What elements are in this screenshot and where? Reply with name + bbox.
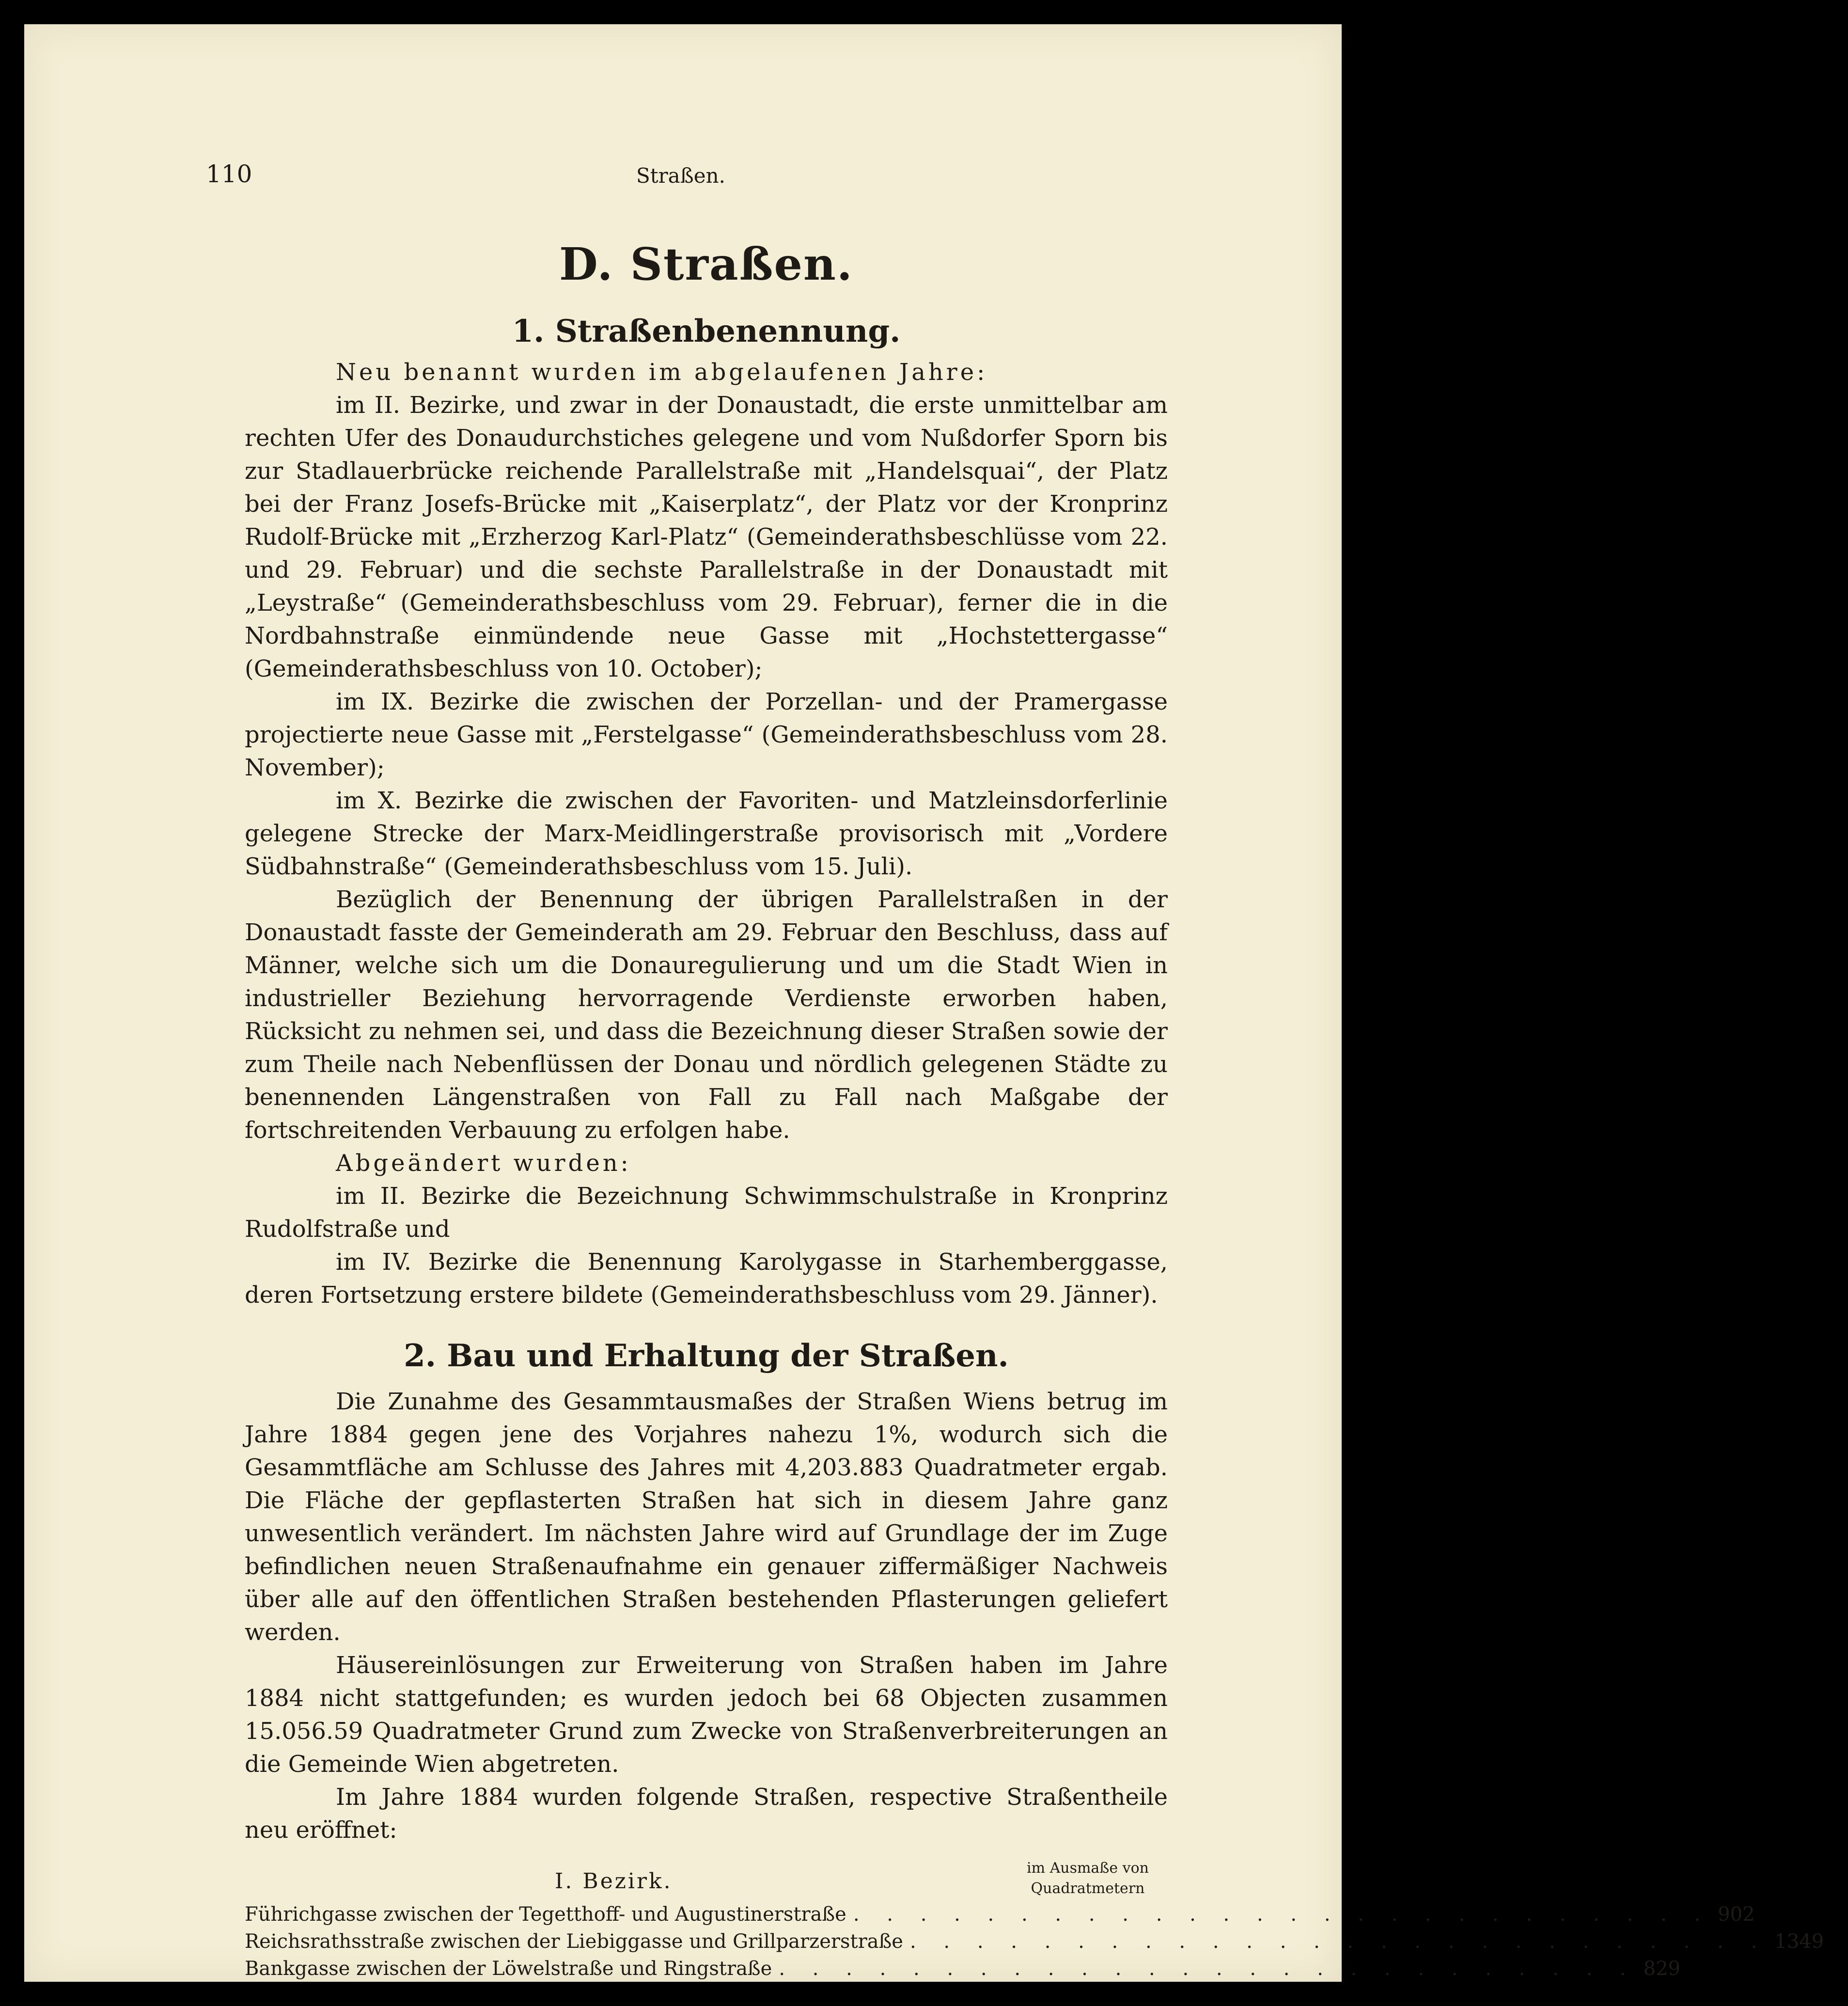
area-value: 1349 xyxy=(1774,1930,1824,1953)
unit-header: im Ausmaße von Quadratmetern xyxy=(1027,1860,1149,1897)
street-name: Bankgasse zwischen der Löwelstraße und Ringstraße xyxy=(245,1958,772,1980)
running-head xyxy=(206,160,1156,204)
paragraph: im II. Bezirke die Bezeichnung Schwimmschulstraße in Kronprinz Rudolfstraße und xyxy=(245,1183,1168,1243)
paragraph: Abgeändert wurden: xyxy=(336,1150,631,1177)
paragraph: im X. Bezirke die zwischen der Favoriten- und Matzleinsdorferlinie gelegene Strecke der Marx-Meidlingerstraße provisorisch mit „Vordere Südbahnstraße“ (Gemeinderathsbeschluss vom 15. Juli). xyxy=(245,787,1168,880)
table-row xyxy=(245,1956,1681,1983)
paragraph: Häusereinlösungen zur Erweiterung von Straßen haben im Jahre 1884 nicht stattgefunden; es wurden jedoch bei 68 Objecten zusammen 15.056.59 Quadratmeter Grund zum Zwecke von Straßenverbreiterungen an die Gemeinde Wien abgetreten. xyxy=(245,1652,1168,1778)
paragraph: Im Jahre 1884 wurden folgende Straßen, respective Straßentheile neu eröffnet: xyxy=(245,1784,1168,1844)
paragraph: im IX. Bezirke die zwischen der Porzellan- und der Pramergasse projectierte neue Gasse mit „Ferstelgasse“ (Gemeinderathsbeschluss vom 28. November); xyxy=(245,688,1168,781)
area-value: 829 xyxy=(1643,1958,1681,1980)
dot-leader: . . . . . . . . . . . . . . . . . . . . . . . . . . xyxy=(853,1903,1711,1926)
paragraph: Neu benannt wurden im abgelaufenen Jahre: xyxy=(336,359,988,386)
section-1-title: 1. Straßenbenennung. xyxy=(512,313,901,349)
page-number: 110 xyxy=(206,160,252,188)
paragraph: Bezüglich der Benennung der übrigen Parallelstraßen in der Donaustadt fasste der Gemeinderath am 29. Februar den Beschluss, dass auf Männer, welche sich um die Donauregulierung und um die Stadt Wien in industrieller Beziehung hervorragende Verdienste erworben haben, Rücksicht zu nehmen sei, und dass die Bezeichnung dieser Straßen sowie der zum Theile nach Nebenflüssen der Donau und nördlich gelegenen Städte zu benennenden Längenstraßen von Fall zu Fall nach Maßgabe der fortschreitenden Verbauung zu erfolgen habe. xyxy=(245,886,1168,1144)
main-text xyxy=(245,233,1824,1983)
page-sheet xyxy=(24,24,1824,1982)
table-row xyxy=(245,1902,1755,1929)
paragraph: Die Zunahme des Gesammtausmaßes der Straßen Wiens betrug im Jahre 1884 gegen jene des Vorjahres nahezu 1%, wodurch sich die Gesammtfläche am Schlusse des Jahres mit 4,203.883 Quadratmeter ergab. Die Fläche der gepflasterten Straßen hat sich in diesem Jahre ganz unwesentlich verändert. Im nächsten Jahre wird auf Grundlage der im Zuge befindlichen neuen Straßenaufnahme ein genauer ziffermäßiger Nachweis über alle auf den öffentlichen Straßen bestehenden Pflasterungen geliefert werden. xyxy=(245,1388,1168,1646)
chapter-title: D. Straßen. xyxy=(559,238,853,290)
street-name: Führichgasse zwischen der Tegetthoff- und Augustinerstraße xyxy=(245,1903,846,1926)
opened-streets-table xyxy=(245,1858,1824,1983)
dot-leader: . . . . . . . . . . . . . . . . . . . . . . . . . . xyxy=(779,1958,1637,1980)
paragraph: im II. Bezirke, und zwar in der Donaustadt, die erste unmittelbar am rechten Ufer des Donaudurchstiches gelegene und vom Nußdorfer Sporn bis zur Stadlauerbrücke reichende Parallelstraße mit „Handelsquai“, der Platz bei der Franz Josefs-Brücke mit „Kaiserplatz“, der Platz vor der Kronprinz Rudolf-Brücke mit „Erzherzog Karl-Platz“ (Gemeinderathsbeschlüsse vom 22. und 29. Februar) und die sechste Parallelstraße in der Donaustadt mit „Leystraße“ (Gemeinderathsbeschluss vom 29. Februar), ferner die in die Nordbahnstraße einmündende neue Gasse mit „Hochstettergasse“ (Gemeinderathsbeschluss von 10. October); xyxy=(245,392,1168,682)
section-2-title: 2. Bau und Erhaltung der Straßen. xyxy=(404,1338,1009,1374)
table-row xyxy=(245,1929,1824,1956)
district-heading: I. Bezirk. xyxy=(555,1869,673,1894)
running-title: Straßen. xyxy=(636,164,726,188)
area-value: 902 xyxy=(1718,1903,1755,1926)
paragraph: im IV. Bezirke die Benennung Karolygasse in Starhemberggasse, deren Fortsetzung erstere bildete (Gemeinderathsbeschluss vom 29. Jänner). xyxy=(245,1248,1168,1309)
dot-leader: . . . . . . . . . . . . . . . . . . . . . . . . . . xyxy=(909,1930,1768,1953)
table-header xyxy=(245,1858,1168,1902)
street-name: Reichsrathsstraße zwischen der Liebiggasse und Grillparzerstraße xyxy=(245,1930,903,1953)
